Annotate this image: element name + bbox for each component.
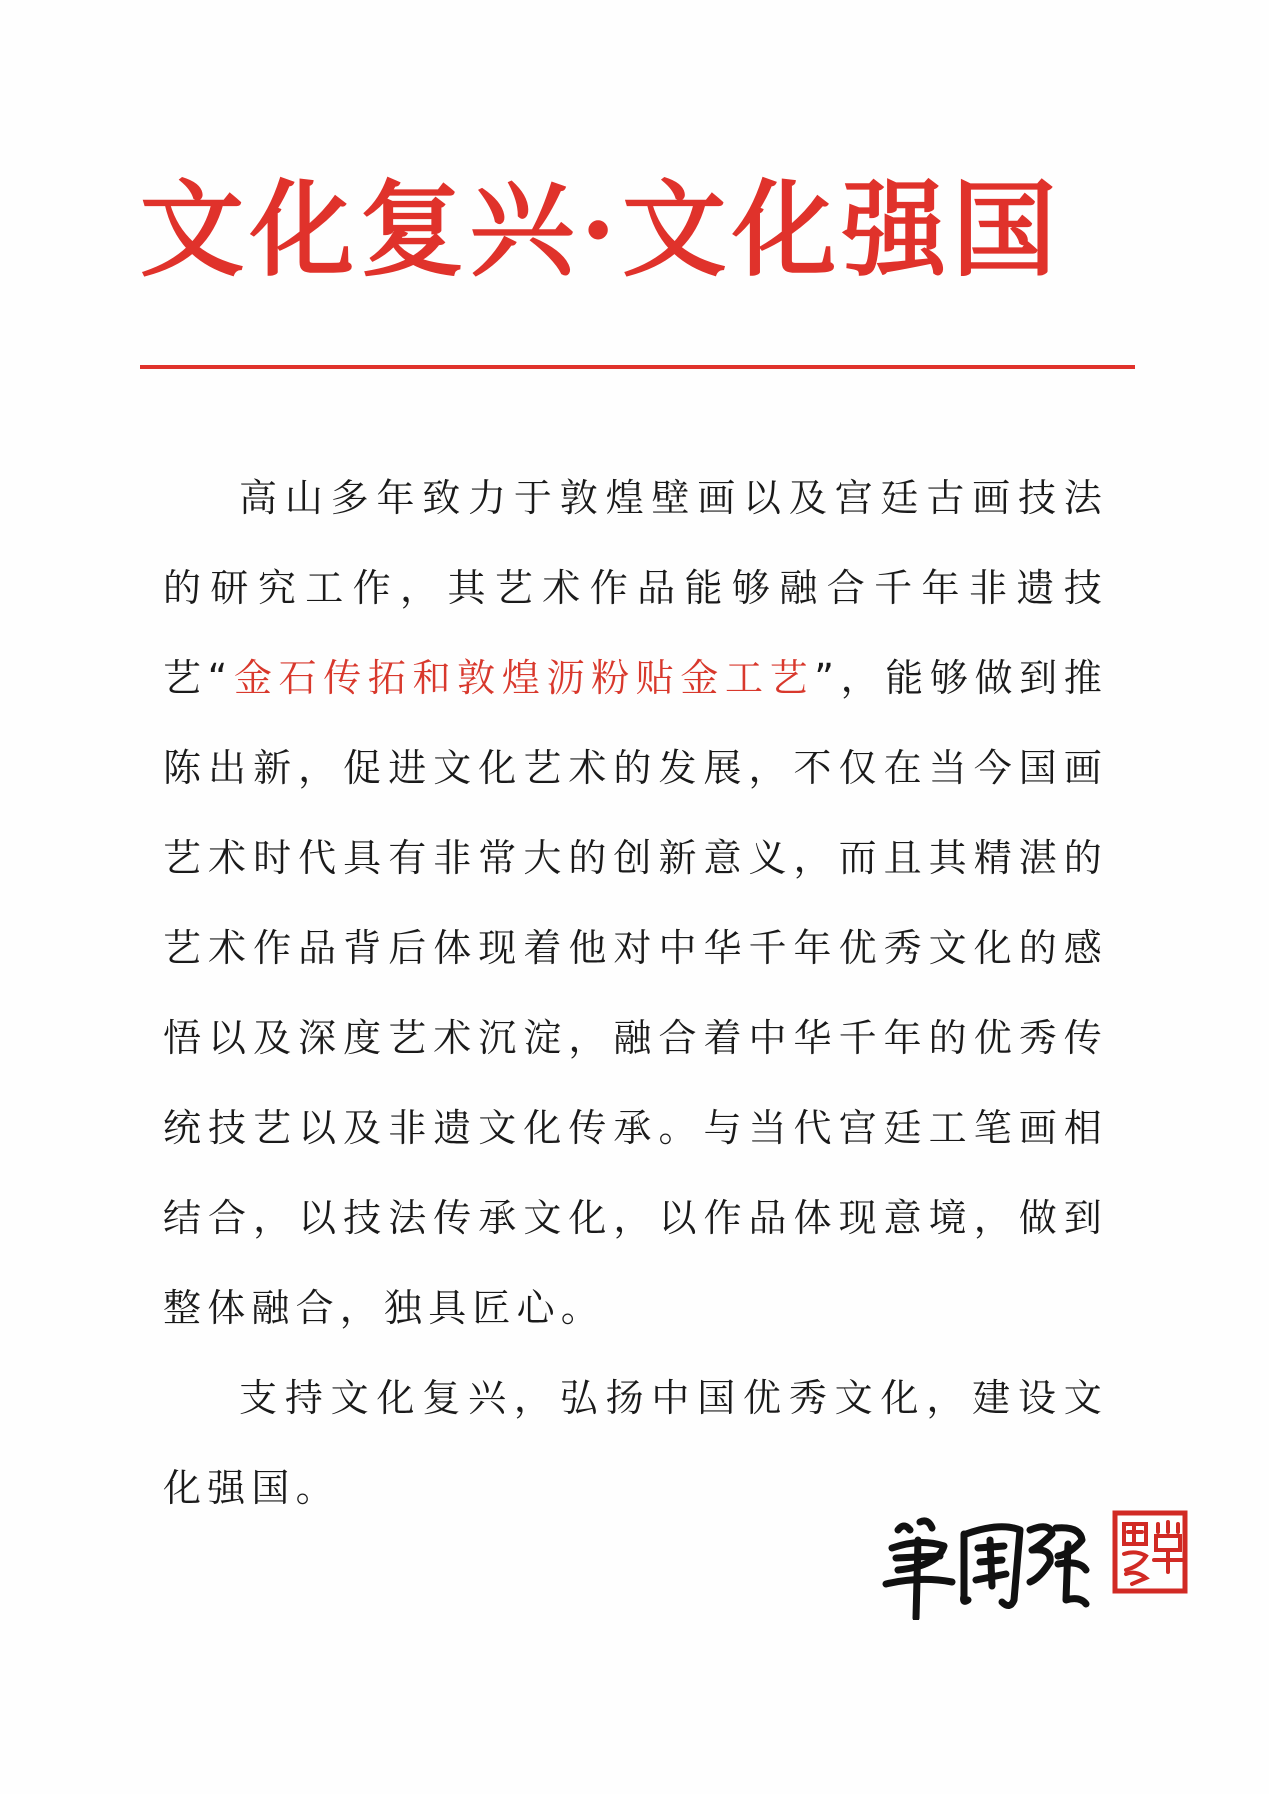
title-divider <box>140 365 1135 369</box>
body-paragraph-1 <box>163 453 1108 1353</box>
paragraph-1-text-a: 高山多年致力于敦煌壁画以及宫廷古画技法的研究工作，其艺术作品能够融合千年非遗技艺“ <box>163 476 1108 700</box>
handwritten-signature <box>880 1500 1090 1620</box>
document-body <box>163 453 1108 1533</box>
paragraph-1-text-b: ”，能够做到推陈出新，促进文化艺术的发展，不仅在当今国画艺术时代具有非常大的创新意义，而且其精湛的艺术作品背后体现着他对中华千年优秀文化的感悟以及深度艺术沉淀，融合着中华千年的优秀传统技艺以及非遗文化传承。与当代宫廷工笔画相结合，以技法传承文化，以作品体现意境，做到整体融合，独具匠心。 <box>163 656 1108 1330</box>
document-title: 文化复兴·文化强国 <box>140 168 1063 291</box>
highlighted-craft-name: 金石传拓和敦煌沥粉贴金工艺 <box>233 656 815 700</box>
red-seal-stamp <box>1112 1510 1188 1594</box>
body-paragraph-2: 支持文化复兴，弘扬中国优秀文化，建设文化强国。 <box>163 1376 1108 1510</box>
